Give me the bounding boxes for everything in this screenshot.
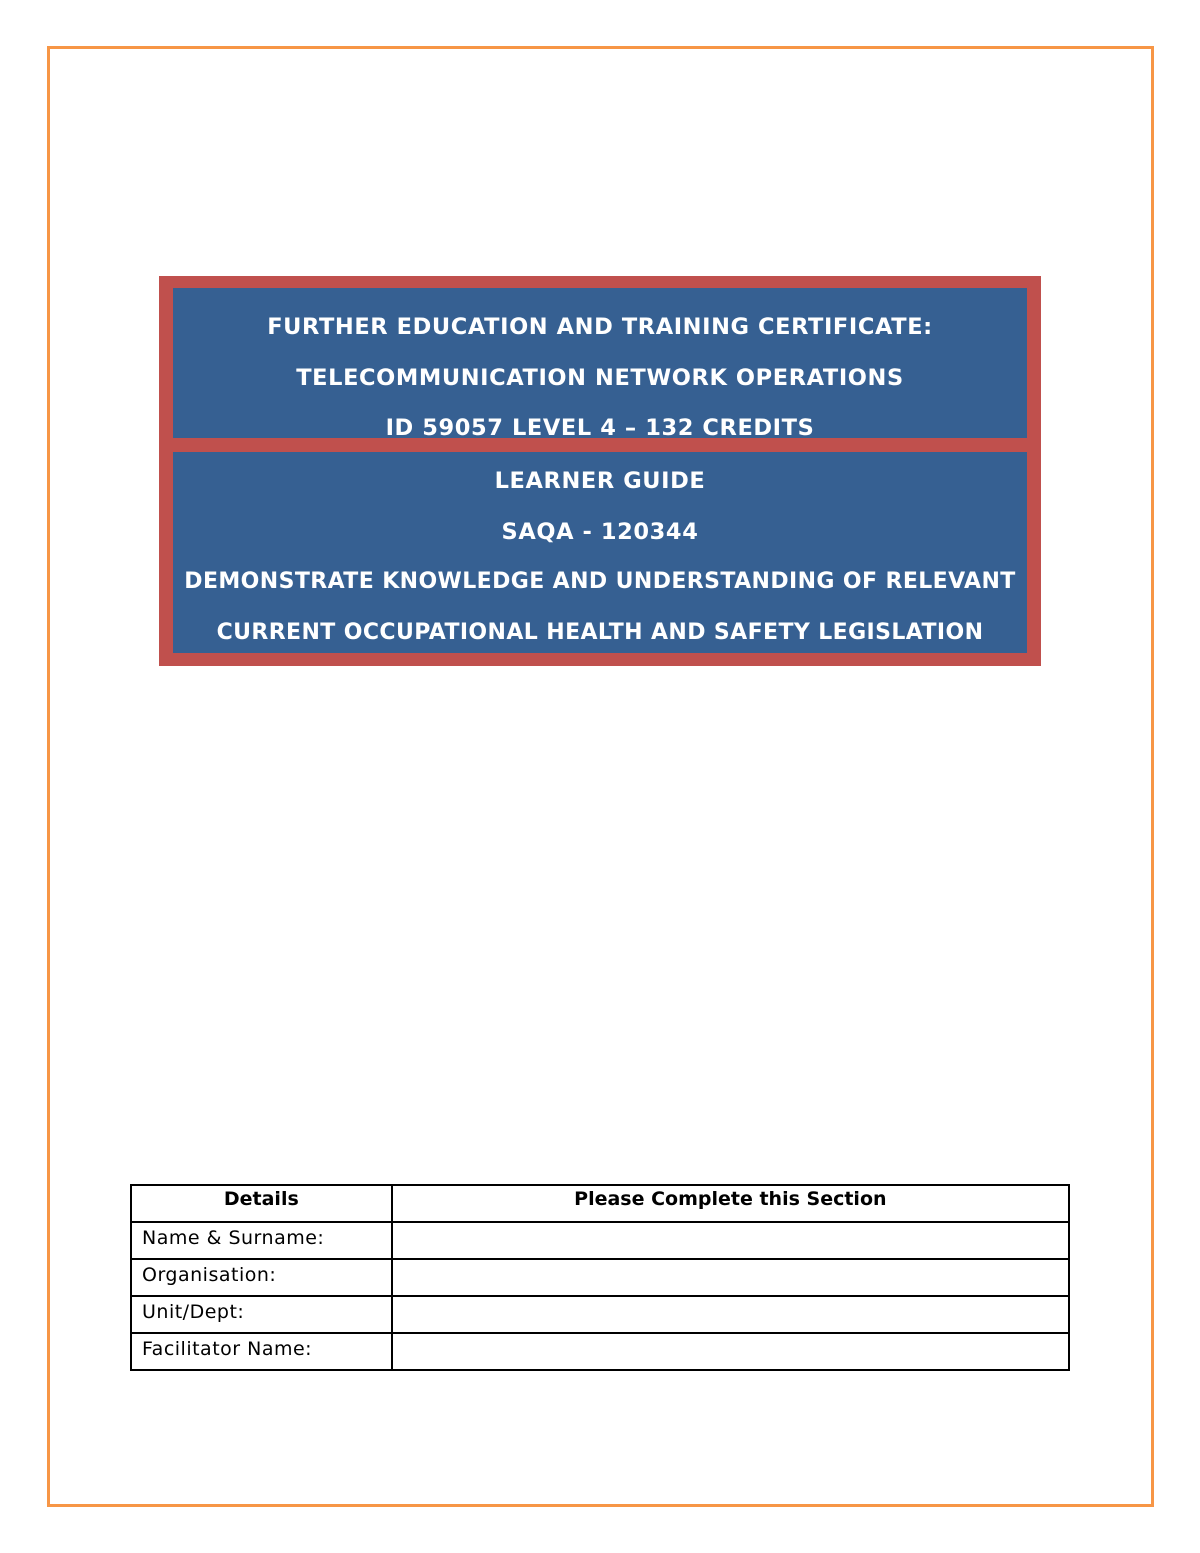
- guide-panel: [173, 452, 1027, 653]
- table-row: [131, 1296, 1069, 1333]
- table-row: [131, 1259, 1069, 1296]
- saqa-id-line: SAQA - 120344: [501, 518, 699, 545]
- organisation-field[interactable]: [392, 1259, 1069, 1296]
- complete-section-header: Please Complete this Section: [392, 1185, 1069, 1222]
- unit-standard-title-line-2: CURRENT OCCUPATIONAL HEALTH AND SAFETY LEGISLATION: [216, 619, 984, 645]
- table-row: [131, 1222, 1069, 1259]
- facilitator-name-label: Facilitator Name:: [131, 1333, 392, 1370]
- qualification-title-line-1: FURTHER EDUCATION AND TRAINING CERTIFICATE:: [267, 314, 933, 340]
- qualification-id-line: ID 59057 LEVEL 4 – 132 CREDITS: [385, 415, 815, 441]
- name-surname-label: Name & Surname:: [131, 1222, 392, 1259]
- table-row: [131, 1333, 1069, 1370]
- unit-dept-label: Unit/Dept:: [131, 1296, 392, 1333]
- organisation-label: Organisation:: [131, 1259, 392, 1296]
- guide-type-line: LEARNER GUIDE: [494, 468, 706, 494]
- unit-dept-field[interactable]: [392, 1296, 1069, 1333]
- unit-standard-title-line-1: DEMONSTRATE KNOWLEDGE AND UNDERSTANDING OF RELEVANT: [184, 569, 1016, 594]
- qualification-panel: [173, 288, 1027, 441]
- learner-details-table: [130, 1184, 1070, 1371]
- qualification-title-line-2: TELECOMMUNICATION NETWORK OPERATIONS: [296, 364, 904, 391]
- table-header-row: [131, 1185, 1069, 1222]
- facilitator-name-field[interactable]: [392, 1333, 1069, 1370]
- title-block: [159, 276, 1041, 666]
- name-surname-field[interactable]: [392, 1222, 1069, 1259]
- details-header: Details: [131, 1185, 392, 1222]
